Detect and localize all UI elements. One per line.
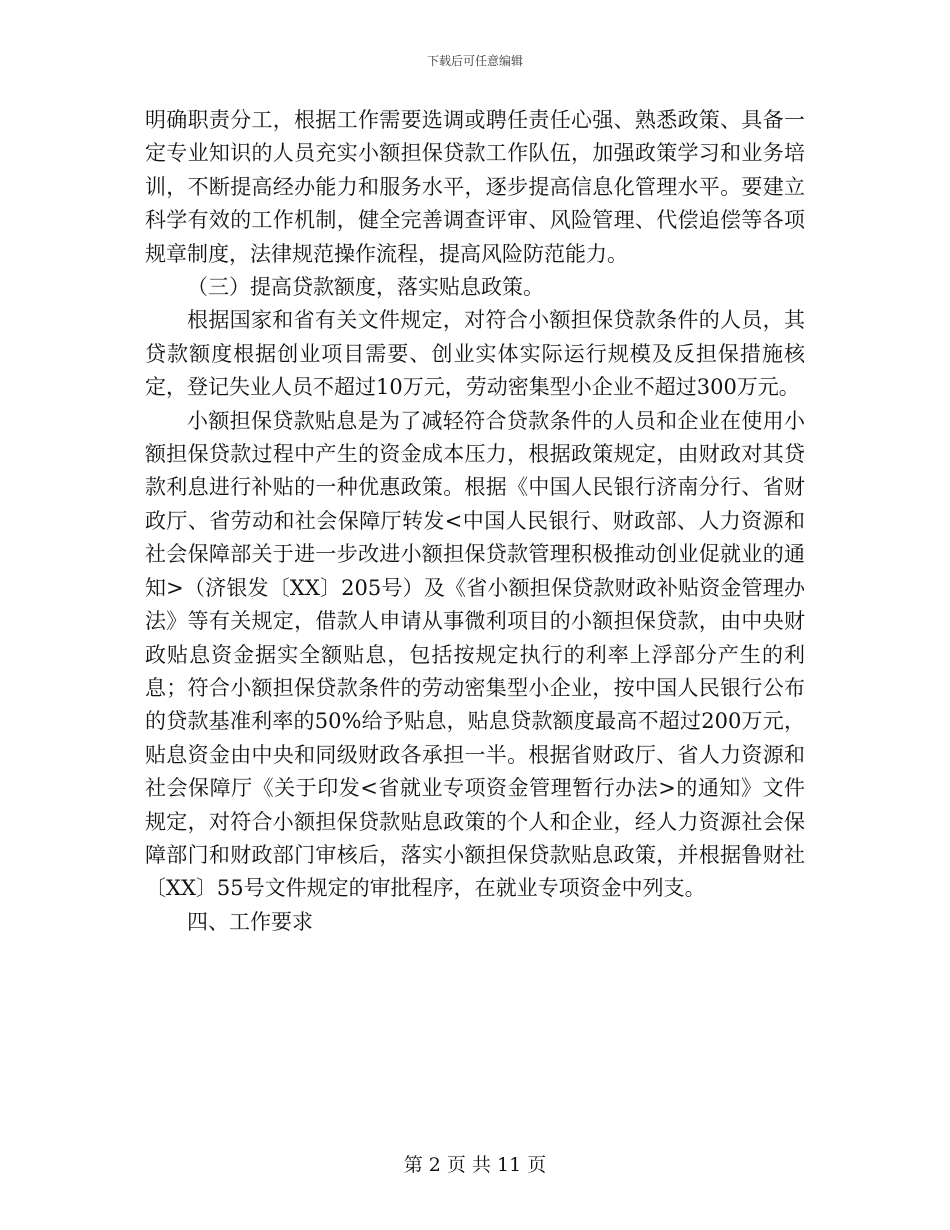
- section-heading-4: 四、工作要求: [187, 909, 313, 934]
- paragraph-1: 明确职责分工，根据工作需要选调或聘任责任心强、熟悉政策、具备一定专业知识的人员充实小额担保贷款工作队伍，加强政策学习和业务培训，不断提高经办能力和服务水平，逐步提高信息化管理水平。要建立科学有效的工作机制，健全完善调查评审、风险管理、代偿追偿等各项规章制度，法律规范操作流程，提高风险防范能力。: [145, 108, 805, 266]
- paragraph-3: 小额担保贷款贴息是为了减轻符合贷款条件的人员和企业在使用小额担保贷款过程中产生的资金成本压力，根据政策规定，由财政对其贷款利息进行补贴的一种优惠政策。根据《中国人民银行济南分行、省财政厅、省劳动和社会保障厅转发<中国人民银行、财政部、人力资源和社会保障部关于进一步改进小额担保贷款管理积极推动创业促就业的通知>（济银发〔XX〕205号）及《省小额担保贷款财政补贴资金管理办法》等有关规定，借款人申请从事微利项目的小额担保贷款，由中央财政贴息资金据实全额贴息，包括按规定执行的利率上浮部分产生的利息；符合小额担保贷款条件的劳动密集型小企业，按中国人民银行公布的贷款基准利率的50%给予贴息，贴息贷款额度最高不超过200万元，贴息资金由中央和同级财政各承担一半。根据省财政厅、省人力资源和社会保障厅《关于印发<省就业专项资金管理暂行办法>的通知》文件规定，对符合小额担保贷款贴息政策的个人和企业，经人力资源社会保障部门和财政部门审核后，落实小额担保贷款贴息政策，并根据鲁财社〔XX〕55号文件规定的审批程序，在就业专项资金中列支。: [145, 408, 805, 901]
- page-footer: 第 2 页 共 11 页: [403, 1154, 547, 1176]
- section-heading-3: （三）提高贷款额度，落实贴息政策。: [187, 275, 544, 300]
- page-header: 下载后可任意编辑: [426, 54, 523, 68]
- document-body: [145, 104, 805, 939]
- paragraph-2: 根据国家和省有关文件规定，对符合小额担保贷款条件的人员，其贷款额度根据创业项目需要、创业实体实际运行规模及反担保措施核定，登记失业人员不超过10万元，劳动密集型小企业不超过300万元。: [145, 308, 805, 400]
